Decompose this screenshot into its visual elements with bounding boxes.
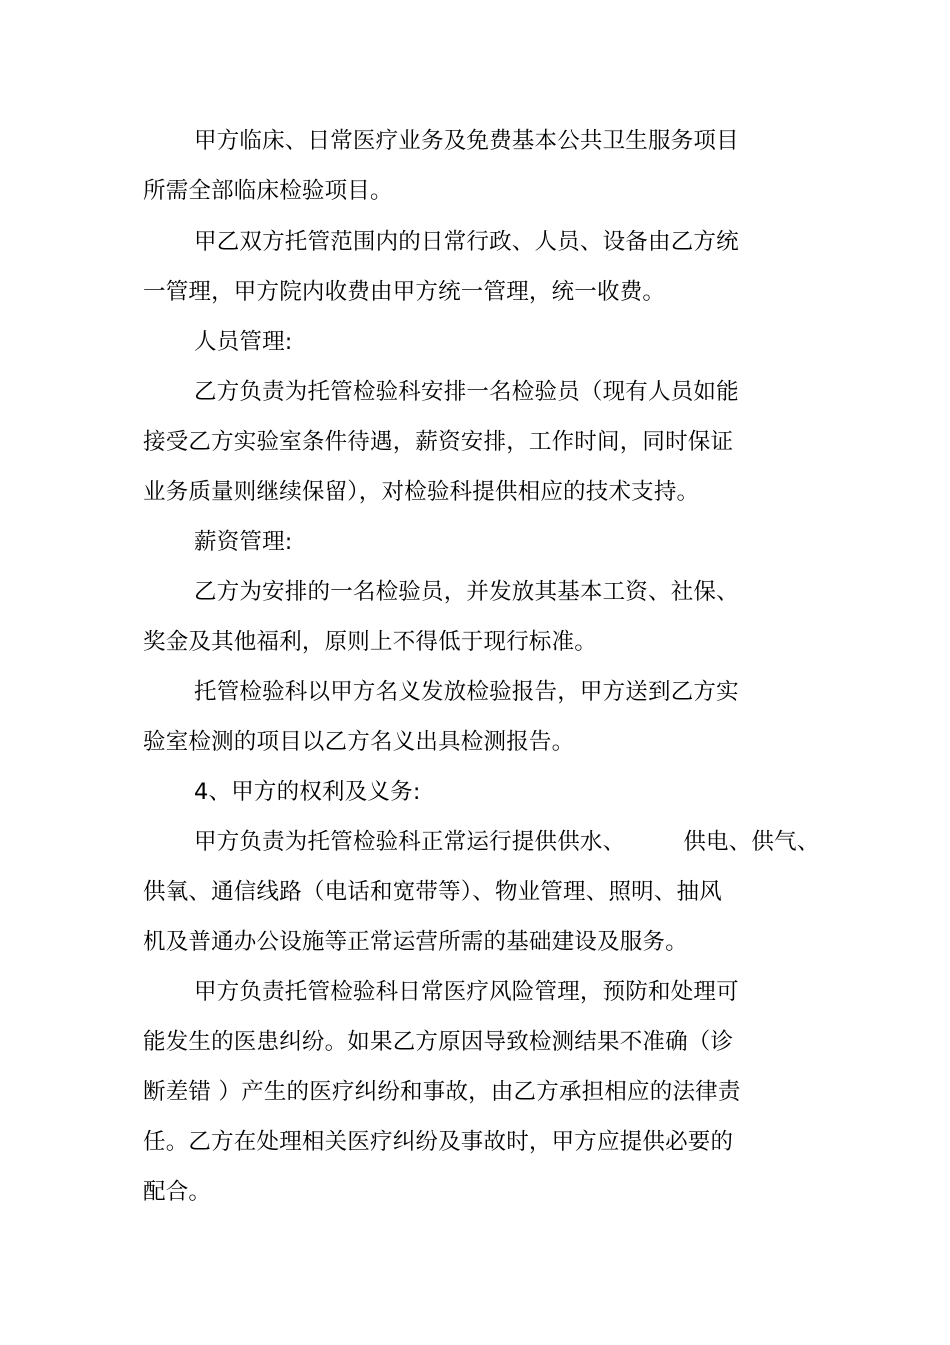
paragraph-line [194, 827, 820, 857]
paragraph-line: 一管理，甲方院内收费由甲方统一管理，统一收费。 [143, 279, 666, 305]
paragraph-line: 甲乙双方托管范围内的日常行政、人员、设备由乙方统 [194, 229, 739, 255]
paragraph-line: 断差错 ）产生的医疗纠纷和事故，由乙方承担相应的法律责 [143, 1079, 741, 1105]
paragraph-line: 配合。 [143, 1179, 212, 1205]
section-heading: 4、甲方的权利及义务: [194, 779, 421, 805]
paragraph-line: 奖金及其他福利，原则上不得低于现行标准。 [143, 629, 598, 655]
paragraph-line: 任。乙方在处理相关医疗纠纷及事故时，甲方应提供必要的 [143, 1129, 734, 1155]
section-heading: 人员管理: [194, 329, 293, 355]
paragraph-line: 业务质量则继续保留），对检验科提供相应的技术支持。 [143, 479, 700, 505]
paragraph-line: 乙方负责为托管检验科安排一名检验员（现有人员如能 [194, 379, 739, 405]
paragraph-line: 接受乙方实验室条件待遇，薪资安排，工作时间，同时保证 [143, 429, 734, 455]
paragraph-line: 验室检测的项目以乙方名义出具检测报告。 [143, 729, 575, 755]
paragraph-line: 托管检验科以甲方名义发放检验报告，甲方送到乙方实 [194, 679, 739, 705]
paragraph-line: 甲方临床、日常医疗业务及免费基本公共卫生服务项目 [194, 128, 739, 154]
section-heading: 薪资管理: [194, 529, 293, 555]
paragraph-line-part: 供电、供气、 [683, 829, 820, 855]
paragraph-line: 供氧、通信线路（电话和宽带等）、物业管理、照明、抽风 [143, 879, 722, 905]
paragraph-line: 所需全部临床检验项目。 [143, 178, 393, 204]
paragraph-line: 乙方为安排的一名检验员，并发放其基本工资、社保、 [194, 579, 739, 605]
paragraph-line: 能发生的医患纠纷。如果乙方原因导致检测结果不准确（诊 [143, 1029, 734, 1055]
paragraph-line: 甲方负责托管检验科日常医疗风险管理，预防和处理可 [194, 979, 739, 1005]
paragraph-line-part: 甲方负责为托管检验科正常运行提供供水、 [194, 829, 626, 855]
paragraph-line: 机及普通办公设施等正常运营所需的基础建设及服务。 [143, 929, 688, 955]
